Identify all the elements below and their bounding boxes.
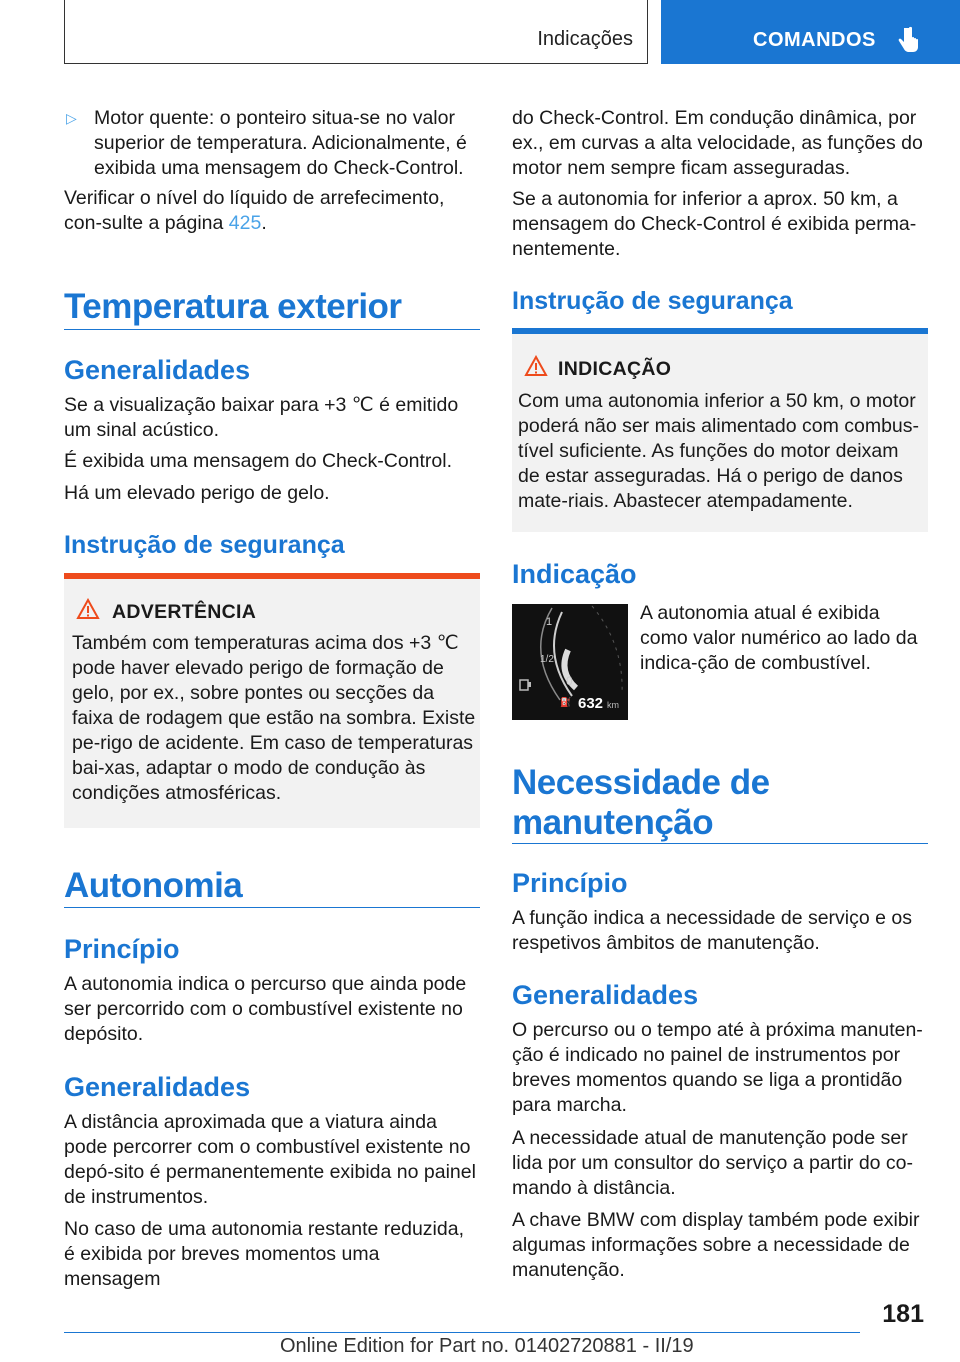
bullet-triangle-icon: ▷ <box>66 110 77 126</box>
paragraph: É exibida uma mensagem do Check-Control. <box>64 450 453 472</box>
paragraph: Há um elevado perigo de gelo. <box>64 482 330 504</box>
paragraph: O percurso ou o tempo até à próxima manuten-ção é indicado no painel de instrumentos por breves momentos quando se liga a prontidão para marcha. <box>512 1019 923 1116</box>
heading-maintenance: Necessidade de manutenção <box>512 763 770 842</box>
note-bar <box>512 328 928 334</box>
gauge-tick-label: 0 <box>566 674 573 688</box>
gauge-tick-label: 1/2 <box>540 654 554 665</box>
range-value: 632 <box>578 695 604 712</box>
note-text: Com uma autonomia inferior a 50 km, o motor poderá não ser mais alimentado com combus-tível suficiente. As funções do motor deixam de estar asseguradas. Há o perigo de danos mate-riais. Abastecer atempadamente. <box>518 390 920 512</box>
paragraph: A autonomia indica o percurso que ainda pode ser percorrido com o combustível existente no depósito. <box>64 973 467 1045</box>
paragraph: Se a autonomia for inferior a aprox. 50 km, a mensagem do Check-Control é exibida perma-nentemente. <box>512 188 917 260</box>
paragraph: A autonomia atual é exibida como valor numérico ao lado da indica-ção de combustível. <box>640 602 918 674</box>
range-display-image <box>512 604 628 720</box>
paragraph: No caso de uma autonomia restante reduzida, é exibida por breves momentos uma mensagem <box>64 1218 464 1290</box>
heading-rule <box>512 843 928 844</box>
heading-principle: Princípio <box>64 934 180 964</box>
paragraph: A necessidade atual de manutenção pode ser lida por um consultor do serviço a partir do co-mando à distância. <box>512 1127 914 1199</box>
section-title: Indicações <box>537 28 633 50</box>
warning-triangle-icon <box>524 355 548 377</box>
heading-generalities: Generalidades <box>64 355 251 385</box>
warning-title: ADVERTÊNCIA <box>112 601 257 623</box>
edition-footer: Online Edition for Part no. 01402720881 - II/19 <box>280 1335 694 1357</box>
heading-safety: Instrução de segurança <box>512 287 793 315</box>
hand-pointer-icon <box>897 26 921 54</box>
paragraph: Se a visualização baixar para +3 ℃ é emitido um sinal acústico. <box>64 394 459 441</box>
paragraph: Verificar o nível do líquido de arrefecimento, con-sulte a página 425. <box>64 187 445 234</box>
heading-generalities: Generalidades <box>512 980 699 1010</box>
page-number: 181 <box>882 1300 924 1328</box>
fuel-pump-icon: ⛽ <box>560 697 572 707</box>
range-unit: km <box>607 700 619 710</box>
page-link[interactable]: 425 <box>228 212 262 234</box>
note-title: INDICAÇÃO <box>558 358 672 380</box>
paragraph: do Check-Control. Em condução dinâmica, por ex., em curvas a alta velocidade, as funções do motor nem sempre ficam asseguradas. <box>512 107 923 179</box>
heading-generalities: Generalidades <box>64 1072 251 1102</box>
heading-rule <box>64 907 480 908</box>
heading-range: Autonomia <box>64 866 243 905</box>
heading-display: Indicação <box>512 559 637 589</box>
paragraph: A função indica a necessidade de serviço e os respetivos âmbitos de manutenção. <box>512 907 913 954</box>
chapter-title: COMANDOS <box>753 29 876 51</box>
paragraph: A distância aproximada que a viatura ainda pode percorrer com o combustível existente no depó-sito é permanentemente exibida no painel de instrumentos. <box>64 1111 476 1208</box>
heading-safety: Instrução de segurança <box>64 531 345 559</box>
header-section-box <box>64 0 648 64</box>
warning-text: Também com temperaturas acima dos +3 ℃ pode haver elevado perigo de formação de gelo, por ex., sobre pontes ou secções da faixa de rodagem que estão na sombra. Existe pe-rigo de acidente. Em caso de temperaturas bai-xas, adaptar o modo de condução às condições atmosféricas. <box>72 632 476 804</box>
chapter-tab[interactable] <box>661 0 960 64</box>
footer-rule <box>64 1332 860 1333</box>
gauge-tick-label: 1 <box>546 616 553 628</box>
paragraph: A chave BMW com display também pode exibir algumas informações sobre a necessidade de manutenção. <box>512 1209 920 1281</box>
heading-principle: Princípio <box>512 868 628 898</box>
note-box <box>512 328 928 532</box>
warning-box <box>64 573 480 828</box>
bullet-text: Motor quente: o ponteiro situa-se no valor superior de temperatura. Adicionalmente, é exibida uma mensagem do Check-Control. <box>94 107 467 179</box>
warning-triangle-icon <box>76 598 100 620</box>
heading-rule <box>64 329 480 330</box>
heading-temperature: Temperatura exterior <box>64 287 402 326</box>
warning-bar <box>64 573 480 579</box>
